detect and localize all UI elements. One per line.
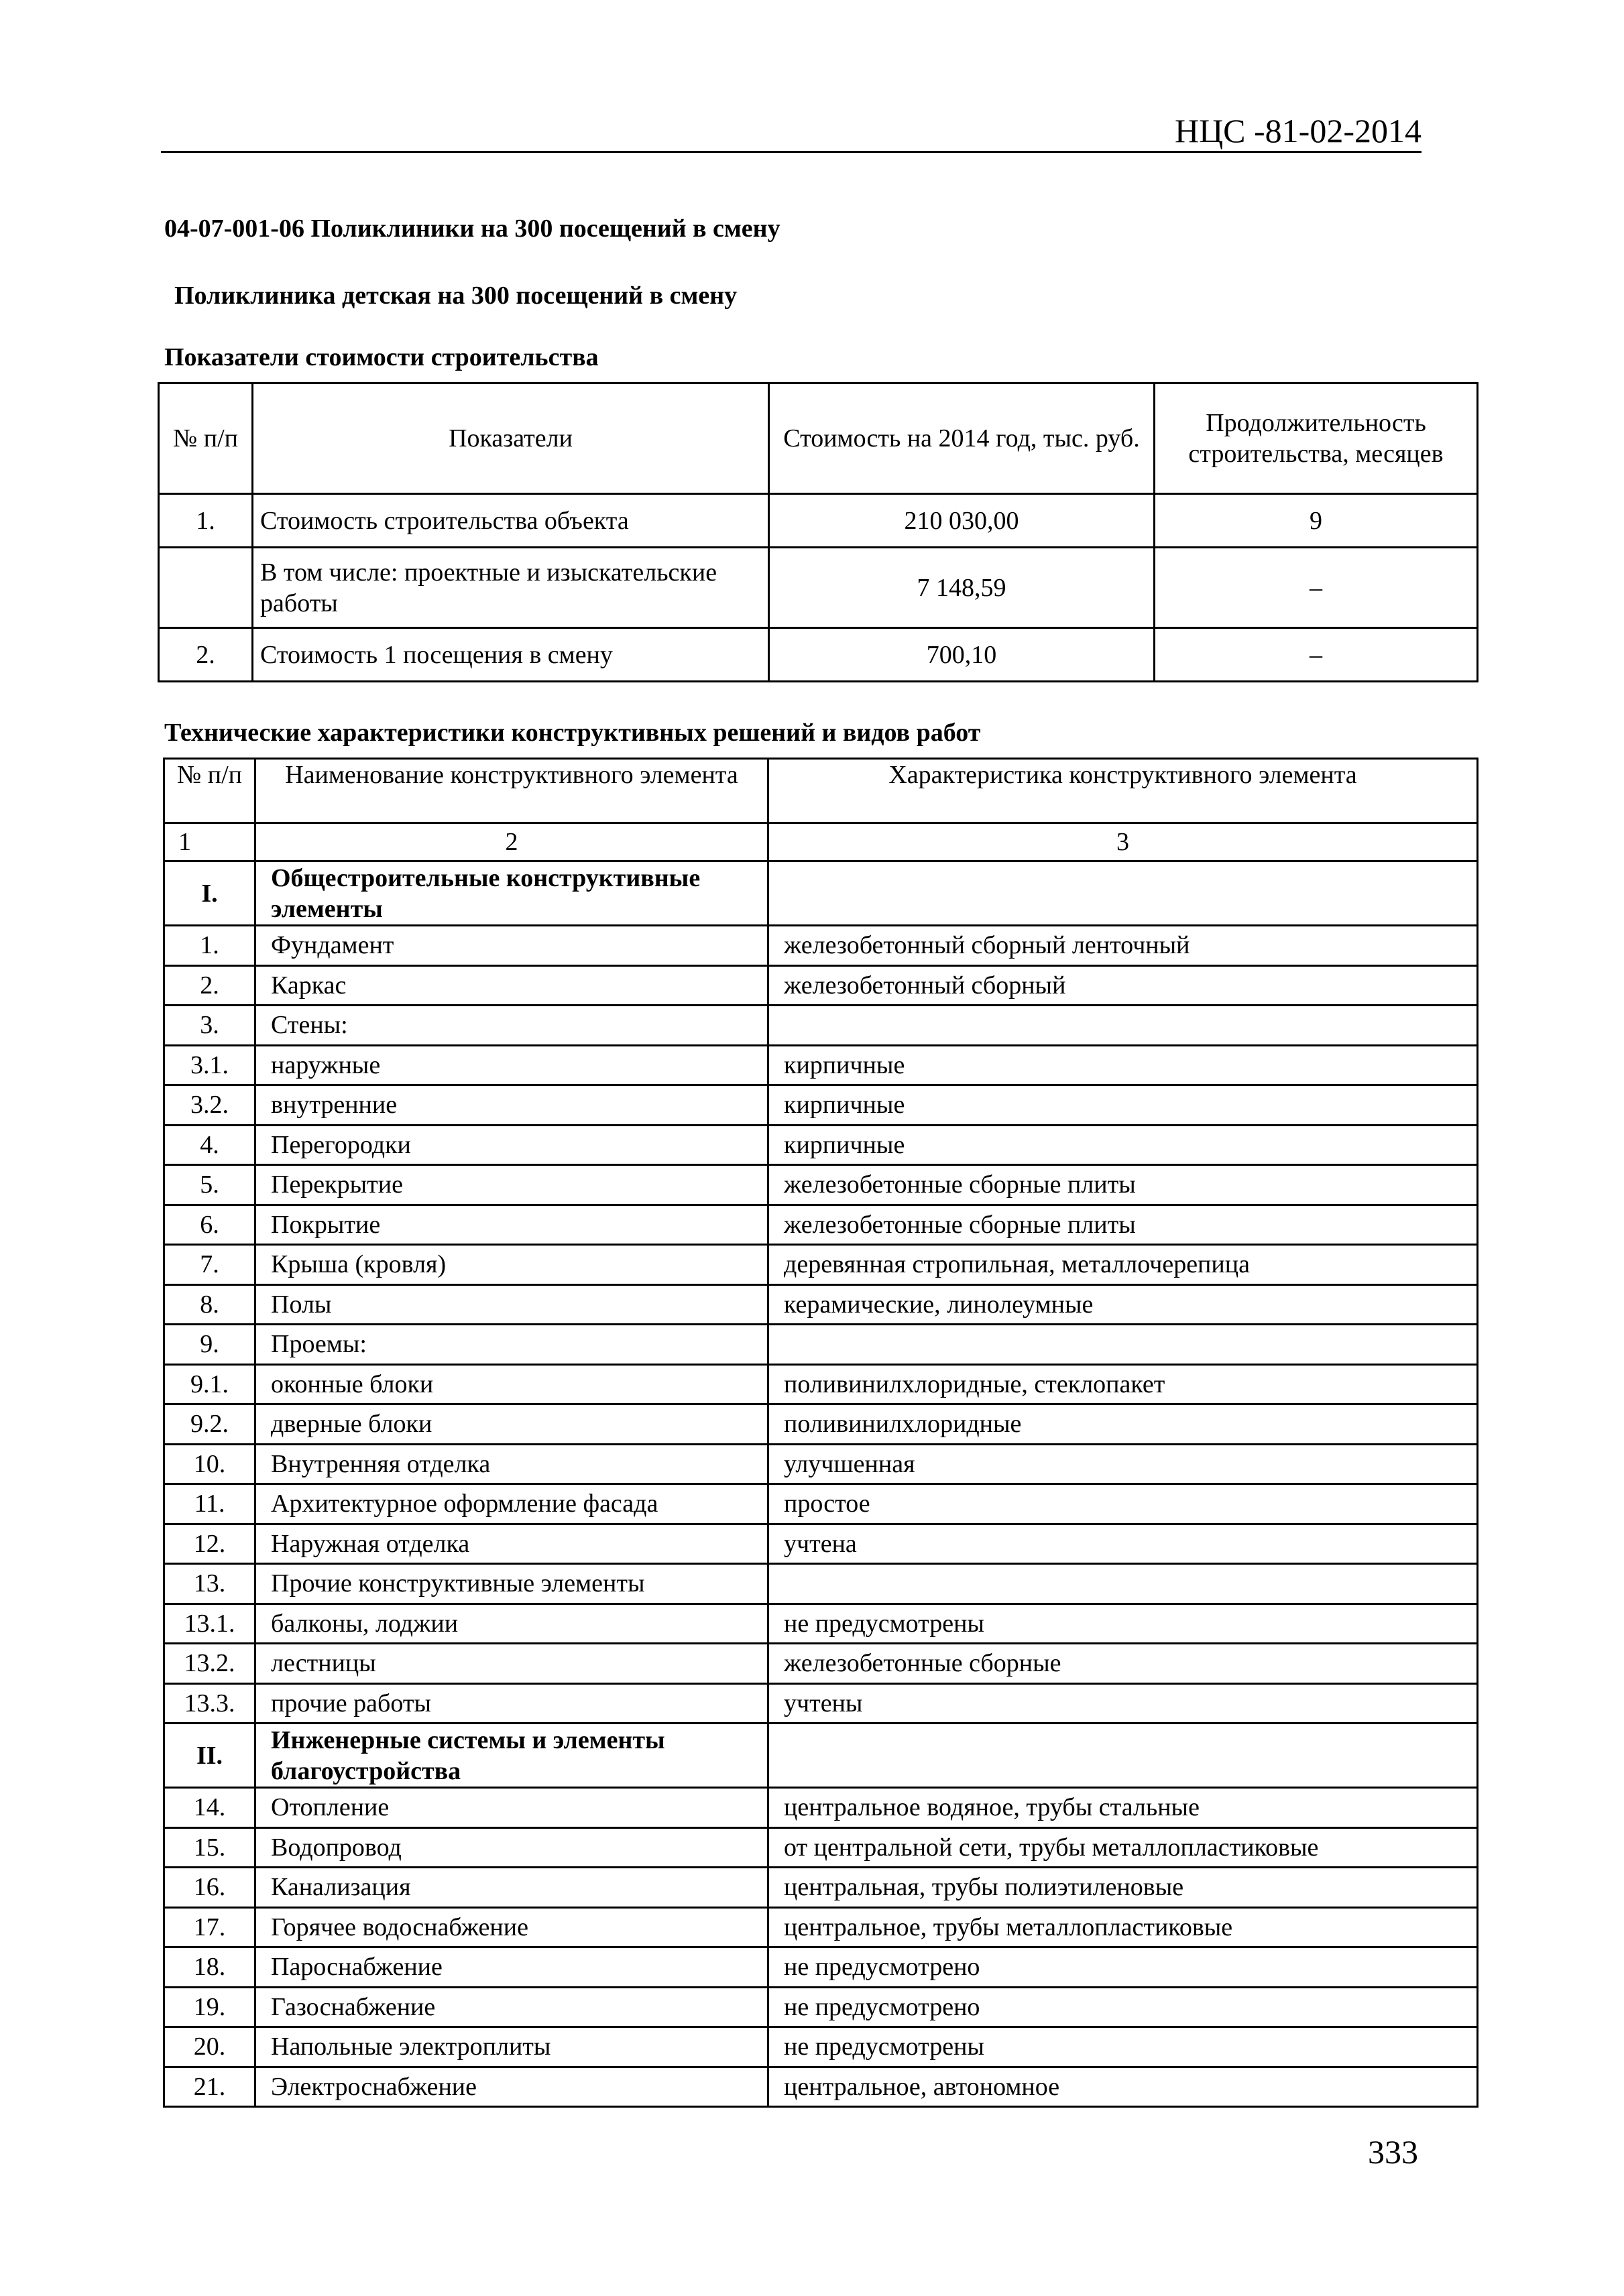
tech-row-element: Каркас — [255, 965, 768, 1006]
tech-row-number: 7. — [164, 1245, 255, 1285]
table-row — [164, 1165, 1478, 1205]
tech-row-number: 13.3. — [164, 1683, 255, 1724]
tech-heading: Технические характеристики конструктивных решений и видов работ — [164, 719, 981, 747]
page-number: 333 — [1368, 2133, 1418, 2171]
tech-row-number: 19. — [164, 1987, 255, 2027]
tech-row-characteristic — [768, 861, 1478, 926]
tech-row-element: Крыша (кровля) — [255, 1245, 768, 1285]
tech-row-characteristic: кирпичные — [768, 1085, 1478, 1126]
cost-row-number: 1. — [159, 494, 253, 548]
tech-row-number: 9.1. — [164, 1364, 255, 1404]
tech-row-characteristic — [768, 1724, 1478, 1788]
tech-row-characteristic: железобетонный сборный — [768, 965, 1478, 1006]
tech-row-characteristic: железобетонные сборные плиты — [768, 1205, 1478, 1245]
table-row — [164, 1827, 1478, 1868]
tech-row-characteristic: учтена — [768, 1524, 1478, 1564]
tech-row-element: Общестроительные конструктивные элементы — [255, 861, 768, 926]
tech-row-element: Перегородки — [255, 1125, 768, 1165]
tech-row-element: дверные блоки — [255, 1404, 768, 1445]
tech-row-element: Напольные электроплиты — [255, 2027, 768, 2067]
tech-header-number: № п/п — [164, 759, 255, 823]
cost-row-number — [159, 548, 253, 628]
tech-row-number: 4. — [164, 1125, 255, 1165]
tech-row-characteristic — [768, 1564, 1478, 1604]
tech-row-number: 14. — [164, 1788, 255, 1828]
cost-row-number: 2. — [159, 628, 253, 682]
cost-header-cost: Стоимость на 2014 год, тыс. руб. — [769, 383, 1155, 494]
tech-row-number: 13.2. — [164, 1644, 255, 1684]
tech-row-number: 18. — [164, 1947, 255, 1988]
table-row — [164, 2067, 1478, 2107]
tech-table-number-row — [164, 823, 1478, 861]
table-row — [159, 494, 1478, 548]
tech-row-element: Электроснабжение — [255, 2067, 768, 2107]
table-row — [164, 1325, 1478, 1365]
tech-row-number: 6. — [164, 1205, 255, 1245]
tech-row-element: лестницы — [255, 1644, 768, 1684]
tech-row-number: 20. — [164, 2027, 255, 2067]
tech-row-number: 11. — [164, 1484, 255, 1524]
tech-row-number: 1. — [164, 926, 255, 966]
tech-header-element: Наименование конструктивного элемента — [255, 759, 768, 823]
tech-table-header-row — [164, 759, 1478, 823]
tech-row-characteristic: не предусмотрены — [768, 2027, 1478, 2067]
table-row — [164, 1604, 1478, 1644]
tech-row-characteristic: кирпичные — [768, 1125, 1478, 1165]
table-row — [164, 1125, 1478, 1165]
tech-row-element: балконы, лоджии — [255, 1604, 768, 1644]
tech-row-number: 5. — [164, 1165, 255, 1205]
tech-row-number: 16. — [164, 1868, 255, 1908]
cost-row-duration: 9 — [1155, 494, 1478, 548]
table-row — [164, 1644, 1478, 1684]
table-row — [164, 1947, 1478, 1988]
header-divider — [161, 151, 1422, 153]
cost-table-header-row — [159, 383, 1478, 494]
tech-column-number: 2 — [255, 823, 768, 861]
tech-row-number: 10. — [164, 1444, 255, 1484]
tech-row-characteristic: не предусмотрены — [768, 1604, 1478, 1644]
cost-heading: Показатели стоимости строительства — [164, 343, 599, 371]
table-row — [164, 1444, 1478, 1484]
cost-row-indicator: Стоимость 1 посещения в смену — [253, 628, 769, 682]
tech-row-number: 3.1. — [164, 1045, 255, 1085]
tech-row-number: 17. — [164, 1907, 255, 1947]
tech-row-characteristic: центральное, автономное — [768, 2067, 1478, 2107]
tech-row-number: 9.2. — [164, 1404, 255, 1445]
tech-row-characteristic: простое — [768, 1484, 1478, 1524]
tech-row-number: 13.1. — [164, 1604, 255, 1644]
cost-row-indicator: В том числе: проектные и изыскательские работы — [253, 548, 769, 628]
table-row — [164, 1907, 1478, 1947]
tech-row-characteristic: деревянная стропильная, металлочерепица — [768, 1245, 1478, 1285]
cost-indicators-table — [158, 382, 1478, 682]
cost-header-number: № п/п — [159, 383, 253, 494]
table-row — [164, 1284, 1478, 1325]
tech-row-element: Водопровод — [255, 1827, 768, 1868]
technical-characteristics-table — [163, 758, 1478, 2108]
tech-row-element: Проемы: — [255, 1325, 768, 1365]
table-row — [164, 1085, 1478, 1126]
table-row — [164, 2027, 1478, 2067]
table-row — [159, 628, 1478, 682]
section-title: 04-07-001-06 Поликлиники на 300 посещений в смену — [164, 215, 780, 243]
table-row — [164, 1524, 1478, 1564]
tech-row-element: прочие работы — [255, 1683, 768, 1724]
tech-row-characteristic: от центральной сети, трубы металлопластиковые — [768, 1827, 1478, 1868]
tech-row-characteristic: учтены — [768, 1683, 1478, 1724]
table-row — [164, 926, 1478, 966]
cost-row-value: 210 030,00 — [769, 494, 1155, 548]
tech-row-characteristic — [768, 1006, 1478, 1046]
tech-row-number: 3.2. — [164, 1085, 255, 1126]
tech-row-characteristic: железобетонные сборные плиты — [768, 1165, 1478, 1205]
table-row — [164, 1006, 1478, 1046]
tech-row-element: Горячее водоснабжение — [255, 1907, 768, 1947]
table-row — [164, 1245, 1478, 1285]
table-row — [164, 1564, 1478, 1604]
tech-row-element: Архитектурное оформление фасада — [255, 1484, 768, 1524]
tech-row-element: наружные — [255, 1045, 768, 1085]
tech-row-element: Отопление — [255, 1788, 768, 1828]
tech-column-number: 3 — [768, 823, 1478, 861]
cost-row-indicator: Стоимость строительства объекта — [253, 494, 769, 548]
tech-row-number: 13. — [164, 1564, 255, 1604]
cost-row-value: 7 148,59 — [769, 548, 1155, 628]
table-row — [164, 1484, 1478, 1524]
tech-row-characteristic: центральное водяное, трубы стальные — [768, 1788, 1478, 1828]
table-row — [164, 1404, 1478, 1445]
tech-row-number: 12. — [164, 1524, 255, 1564]
cost-header-duration: Продолжительность строительства, месяцев — [1155, 383, 1478, 494]
cost-row-duration: – — [1155, 548, 1478, 628]
cost-row-duration: – — [1155, 628, 1478, 682]
tech-row-element: оконные блоки — [255, 1364, 768, 1404]
section-row — [164, 861, 1478, 926]
tech-row-number: 3. — [164, 1006, 255, 1046]
table-row — [164, 1205, 1478, 1245]
table-row — [159, 548, 1478, 628]
tech-row-number: 9. — [164, 1325, 255, 1365]
tech-row-characteristic: не предусмотрено — [768, 1987, 1478, 2027]
tech-row-characteristic: кирпичные — [768, 1045, 1478, 1085]
tech-row-element: Инженерные системы и элементы благоустройства — [255, 1724, 768, 1788]
document-code: НЦС -81-02-2014 — [1174, 112, 1422, 149]
tech-row-element: Полы — [255, 1284, 768, 1325]
tech-row-characteristic: железобетонные сборные — [768, 1644, 1478, 1684]
table-row — [164, 1683, 1478, 1724]
tech-row-characteristic: центральное, трубы металлопластиковые — [768, 1907, 1478, 1947]
tech-row-number: II. — [164, 1724, 255, 1788]
tech-row-characteristic: поливинилхлоридные — [768, 1404, 1478, 1445]
tech-row-element: внутренние — [255, 1085, 768, 1126]
tech-row-element: Покрытие — [255, 1205, 768, 1245]
tech-row-element: Канализация — [255, 1868, 768, 1908]
tech-header-characteristic: Характеристика конструктивного элемента — [768, 759, 1478, 823]
tech-row-characteristic — [768, 1325, 1478, 1365]
tech-column-number: 1 — [164, 823, 255, 861]
table-row — [164, 965, 1478, 1006]
tech-row-element: Наружная отделка — [255, 1524, 768, 1564]
tech-row-number: 2. — [164, 965, 255, 1006]
tech-row-element: Стены: — [255, 1006, 768, 1046]
tech-row-number: 21. — [164, 2067, 255, 2107]
tech-row-characteristic: керамические, линолеумные — [768, 1284, 1478, 1325]
cost-header-indicator: Показатели — [253, 383, 769, 494]
tech-row-element: Внутренняя отделка — [255, 1444, 768, 1484]
tech-row-characteristic: железобетонный сборный ленточный — [768, 926, 1478, 966]
table-row — [164, 1045, 1478, 1085]
section-row — [164, 1724, 1478, 1788]
tech-row-element: Прочие конструктивные элементы — [255, 1564, 768, 1604]
table-row — [164, 1868, 1478, 1908]
table-row — [164, 1987, 1478, 2027]
tech-row-number: I. — [164, 861, 255, 926]
tech-row-element: Пароснабжение — [255, 1947, 768, 1988]
table-row — [164, 1364, 1478, 1404]
tech-row-number: 8. — [164, 1284, 255, 1325]
tech-row-element: Перекрытие — [255, 1165, 768, 1205]
table-row — [164, 1788, 1478, 1828]
tech-row-characteristic: центральная, трубы полиэтиленовые — [768, 1868, 1478, 1908]
tech-row-number: 15. — [164, 1827, 255, 1868]
tech-row-characteristic: не предусмотрено — [768, 1947, 1478, 1988]
object-title: Поликлиника детская на 300 посещений в смену — [174, 282, 738, 310]
tech-row-element: Газоснабжение — [255, 1987, 768, 2027]
tech-row-element: Фундамент — [255, 926, 768, 966]
tech-row-characteristic: улучшенная — [768, 1444, 1478, 1484]
cost-row-value: 700,10 — [769, 628, 1155, 682]
tech-row-characteristic: поливинилхлоридные, стеклопакет — [768, 1364, 1478, 1404]
